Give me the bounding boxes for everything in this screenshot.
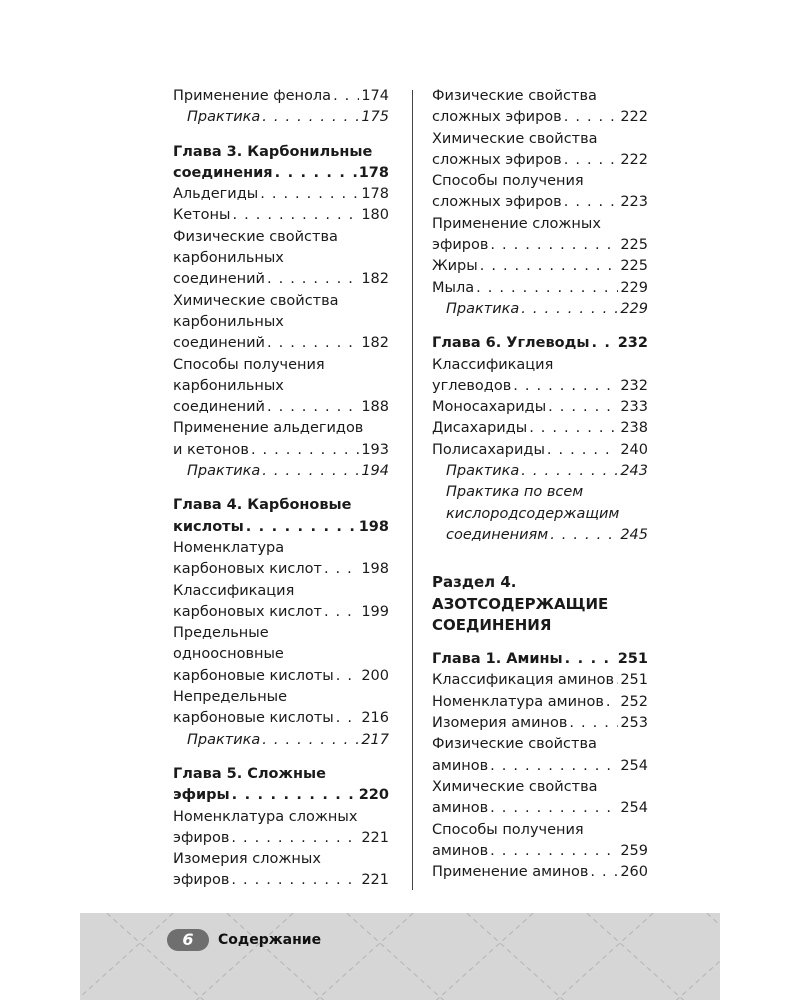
toc-entry-title: Способы получения [432,173,584,190]
toc-text-line [432,820,648,841]
toc-page-number: 188 [361,399,389,416]
toc-page-number: 221 [361,829,389,846]
toc-entry-title: кислоты [173,518,244,535]
toc-entry-title: Классификация аминов [432,672,615,689]
toc-entry-title: соединений [173,399,265,416]
dot-leader [547,440,618,461]
toc-entry-title: Кетоны [173,207,231,224]
dot-leader [513,376,618,397]
dot-leader [480,256,619,277]
toc-entry-title: эфиров [432,237,489,254]
dot-leader [267,333,359,354]
toc-entry-title: Глава 6. Углеводы [432,335,590,352]
toc-text-line [173,376,389,397]
toc-entry-title: карбонильных [173,250,284,267]
toc-page-number: 220 [358,787,389,804]
dot-leader [324,602,359,623]
toc-page-number: 180 [361,207,389,224]
toc-entry-title: карбоновых кислот [173,603,322,620]
section-spacer [432,636,648,649]
toc-entry-title: Глава 1. Амины [432,651,563,668]
dot-leader [267,269,359,290]
toc-text-line [173,538,389,559]
page-number-badge: 6 [167,929,209,951]
toc-text-line [432,86,648,107]
dot-leader [490,235,618,256]
toc-page-number: 182 [361,335,389,352]
dot-leader [260,184,359,205]
toc-entry-title: Химические свойства [173,292,339,309]
toc-entry-title: Предельные [173,625,269,642]
toc-text-line [173,581,389,602]
toc-entry-title: Химические свойства [432,130,598,147]
toc-entry [173,461,389,482]
toc-text-line [173,248,389,269]
toc-page-number: 245 [620,526,648,543]
toc-text-line [173,312,389,333]
toc-entry-title: Классификация [173,582,295,599]
toc-entry-title: соединениям [446,526,549,543]
dot-leader [616,670,618,691]
toc-entry-title: Способы получения [432,821,584,838]
toc-entry [173,440,389,461]
toc-entry [432,461,648,482]
toc-entry [173,730,389,751]
toc-page-number: 223 [620,194,648,211]
toc-entry [173,107,389,128]
column-divider [412,90,413,890]
toc-text-line [432,214,648,235]
dot-leader [490,798,618,819]
toc-page-number: 251 [620,672,648,689]
toc-entry [432,756,648,777]
toc-entry-title: Альдегиды [173,186,259,203]
dot-leader [550,525,618,546]
toc-entry-title: Моносахариды [432,399,547,416]
toc-entry-title: Применение фенола [173,88,332,104]
toc-entry-title: Классификация [432,356,554,373]
toc-entry-title: и кетонов [173,441,249,458]
toc-page-number: 233 [620,399,648,416]
toc-entry [173,785,389,806]
toc-page-number: 221 [361,872,389,889]
toc-page-number: 178 [358,164,389,181]
toc-entry-title: карбоновых кислот [173,561,322,578]
toc-entry-title: Изомерия аминов [432,715,568,732]
toc-entry [432,397,648,418]
toc-entry-title: Практика [187,109,261,126]
toc-entry-title: эфиров [173,829,230,846]
dot-leader [591,333,615,354]
toc-page-number: 193 [361,441,389,458]
toc-entry-title: Применение аминов [432,864,589,881]
toc-entry-title: сложных эфиров [432,151,562,168]
toc-page-number: 254 [620,757,648,774]
toc-entry-title: Химические свойства [432,778,598,795]
toc-entry-title: карбонильных [173,313,284,330]
dot-leader [565,649,616,670]
toc-text-line [432,482,648,503]
toc-entry-title: Применение альдегидов [173,420,364,437]
dot-leader [476,278,618,299]
toc-entry-title: карбоновые кислоты [173,667,334,684]
dot-leader [262,730,359,751]
toc-entry [173,86,389,107]
toc-entry [173,559,389,580]
dot-leader [590,862,618,883]
toc-entry [432,440,648,461]
toc-entry [173,397,389,418]
dot-leader [262,461,359,482]
dot-leader [564,107,619,128]
toc-page-number: 222 [620,109,648,126]
toc-page-number: 259 [620,842,648,859]
toc-entry-title: Номенклатура [173,539,285,556]
toc-entry-title: Практика [446,300,520,317]
toc-page-number: 225 [620,258,648,275]
toc-text-line [173,644,389,665]
toc-entry-title: Практика [187,731,261,748]
toc-entry [173,602,389,623]
toc-page-number: 198 [358,518,389,535]
toc-entry [432,862,648,883]
toc-entry [432,256,648,277]
toc-page-number: 260 [620,864,648,881]
toc-entry [173,828,389,849]
toc-entry-title: Полисахариды [432,441,545,458]
toc-entry-title: карбоновые кислоты [173,710,334,727]
toc-page-number: 216 [361,710,389,727]
dot-leader [336,666,360,687]
toc-page-number: 199 [361,603,389,620]
toc-page-number: 253 [620,715,648,732]
toc-entry-title: эфиров [173,872,230,889]
toc-text-line [432,734,648,755]
toc-page-number: 175 [361,109,389,126]
toc-right-column [432,86,648,883]
dot-leader [529,418,618,439]
toc-text-line [432,777,648,798]
toc-text-line [173,355,389,376]
dot-leader [262,107,359,128]
toc-entry-title: Применение сложных [432,215,601,232]
toc-page-number: 232 [617,335,648,352]
toc-text-line [173,227,389,248]
toc-page-number: 194 [361,463,389,480]
toc-text-line [173,291,389,312]
toc-text-line [173,687,389,708]
toc-entry [432,278,648,299]
toc-entry-title: Глава 5. Сложные [173,765,326,782]
dot-leader [275,163,357,184]
dot-leader [251,440,359,461]
toc-entry-title: Дисахариды [432,420,528,437]
toc-entry [432,841,648,862]
toc-text-line [173,418,389,439]
toc-entry [173,184,389,205]
toc-entry [432,692,648,713]
toc-entry [432,150,648,171]
toc-entry-title: эфиры [173,787,230,804]
toc-entry [173,205,389,226]
toc-entry-title: Изомерия сложных [173,851,321,868]
dot-leader [564,150,619,171]
toc-entry [432,713,648,734]
toc-entry [432,376,648,397]
toc-entry-title: аминов [432,800,489,817]
toc-heading-line [432,615,648,636]
toc-entry [432,525,648,546]
toc-page-number: 178 [361,186,389,203]
section-spacer [173,482,389,495]
toc-text-line [432,129,648,150]
section-spacer [432,559,648,572]
toc-entry-title: Номенклатура сложных [173,808,358,825]
toc-page-number: 238 [620,420,648,437]
dot-leader [490,841,618,862]
toc-entry-title: Глава 4. Карбоновые [173,497,352,514]
dot-leader [606,692,618,713]
section-spacer [173,751,389,764]
toc-entry-title: Практика [187,463,261,480]
dot-leader [564,192,619,213]
section-spacer [432,320,648,333]
toc-entry-title: АЗОТСОДЕРЖАЩИЕ [432,594,609,613]
toc-entry [432,670,648,691]
dot-leader [324,559,359,580]
toc-entry-title: Мыла [432,279,475,296]
toc-entry-title: аминов [432,842,489,859]
section-spacer [432,546,648,559]
toc-heading-line [432,572,648,593]
toc-page-number: 243 [620,463,648,480]
dot-leader [232,785,357,806]
toc-entry-title: Физические свойства [173,228,338,245]
toc-page-number: 229 [620,300,648,317]
toc-entry [173,163,389,184]
running-section-title: Содержание [218,932,322,948]
toc-entry [173,666,389,687]
dot-leader [490,756,618,777]
toc-page-number: 232 [620,377,648,394]
dot-leader [336,708,360,729]
toc-page-number: 225 [620,237,648,254]
toc-page-number: 198 [361,561,389,578]
toc-entry-title: аминов [432,757,489,774]
toc-entry [173,269,389,290]
page-footer [80,913,720,1000]
dot-leader [521,461,618,482]
toc-entry [432,333,648,354]
toc-entry [432,235,648,256]
toc-entry [432,798,648,819]
dot-leader [333,86,359,107]
toc-text-line [173,849,389,870]
toc-entry [432,192,648,213]
dot-leader [548,397,618,418]
toc-entry-title: Способы получения [173,356,325,373]
dot-leader [231,828,359,849]
toc-entry-title: СОЕДИНЕНИЯ [432,615,552,634]
toc-entry-title: соединений [173,335,265,352]
dot-leader [521,299,618,320]
toc-entry-title: карбонильных [173,377,284,394]
toc-page-number: 254 [620,800,648,817]
toc-page-number: 229 [620,279,648,296]
toc-entry-title: Глава 3. Карбонильные [173,143,373,160]
toc-text-line [432,504,648,525]
toc-entry-title: Номенклатура аминов [432,693,604,710]
toc-page-number: 252 [620,693,648,710]
toc-entry-title: Практика [446,463,520,480]
toc-entry [432,418,648,439]
toc-text-line [173,623,389,644]
toc-entry-title: Физические свойства [432,736,597,753]
toc-entry-title: Жиры [432,258,478,275]
toc-page-number: 240 [620,441,648,458]
toc-entry [432,107,648,128]
toc-left-column [173,86,389,892]
toc-entry [173,333,389,354]
toc-entry-title: соединений [173,271,265,288]
toc-entry-title: Практика по всем [446,484,584,501]
toc-entry [432,299,648,320]
dot-leader [231,870,359,891]
toc-page-number: 222 [620,151,648,168]
toc-entry-title: Непредельные [173,689,288,706]
toc-page-number: 217 [361,731,389,748]
toc-entry-title: одноосновные [173,646,284,663]
toc-page-number: 174 [361,88,389,104]
toc-entry [432,649,648,670]
toc-entry-title: кислородсодержащим [446,505,620,522]
toc-entry-title: соединения [173,164,273,181]
toc-text-line [173,807,389,828]
toc-entry-title: Физические свойства [432,88,597,104]
toc-page-number: 182 [361,271,389,288]
toc-entry-title: сложных эфиров [432,109,562,126]
dot-leader [267,397,359,418]
toc-entry-title: углеводов [432,377,512,394]
dot-leader [569,713,618,734]
toc-page-number: 251 [617,651,648,668]
toc-entry [173,517,389,538]
toc-page-number: 200 [361,667,389,684]
toc-heading-line [173,495,389,516]
toc-text-line [432,171,648,192]
toc-text-line [432,355,648,376]
toc-entry-title: сложных эфиров [432,194,562,211]
toc-heading-line [173,142,389,163]
dot-leader [232,205,359,226]
toc-heading-line [173,764,389,785]
footer-diamond-pattern [80,913,720,1000]
dot-leader [246,517,357,538]
toc-heading-line [432,594,648,615]
toc-entry [173,870,389,891]
toc-entry-title: Раздел 4. [432,573,517,592]
toc-entry [173,708,389,729]
section-spacer [173,129,389,142]
